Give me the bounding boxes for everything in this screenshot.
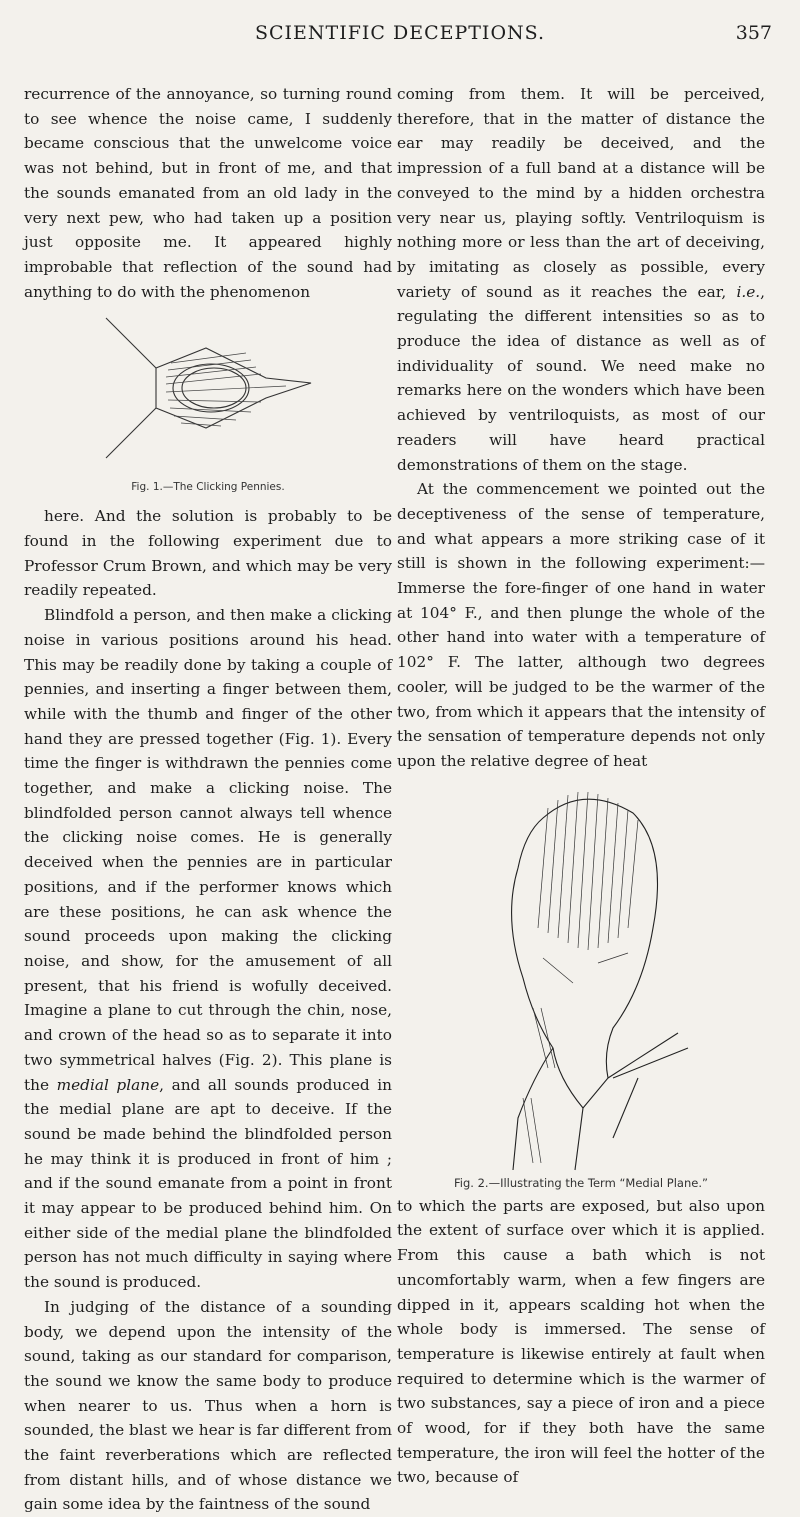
text-run: Blindfold a person, and then make a clicking noise in various positions around his head. This may be readily done by taking a couple of pennies, and inserting a finger between them, while with the thumb and finger of the other hand they are pressed together (Fig. 1). Every time the finger is withdrawn the pennies come together, and make a clicking noise. The blindfolded person cannot always tell whence the clicking noise comes. He is generally deceived when the pennies are in particular positions, and if the performer knows which are these positions, he can ask whence the sound proceeds upon making the clicking noise, and show, for the amusement of all present, that his friend is wofully deceived. Imagine a plane to cut through the chin, nose, and crown of the head so as to separate it into two symmetrical halves (Fig. 2). This plane is the	[24, 606, 392, 1094]
paragraph: At the commencement we pointed out the deceptiveness of the sense of temperature, and what appears a more striking case of it still is shown in the following experiment:—Immerse the fore-finger of one hand in water at 104° F., and then plunge the whole of the other hand into water with a temperature of 102° F. The latter, although two degrees cooler, will be judged to be the warmer of the two, from which it appears that the intensity of the sensation of temperature depends not only upon the relative degree of heat	[397, 480, 765, 770]
clicking-pennies-illustration	[96, 308, 326, 468]
text-run: coming from them. It will be perceived, therefore, that in the matter of distance the ear may readily be deceived, and the impression of a full band at a distance will be conveyed to the mind by a hidden orchestra very near us, playing softly. Ventriloquism is nothing more or less than the art of deceiving, by imitating as closely as possible, every variety of sound as it reaches the ear,	[397, 85, 765, 301]
figure-caption: Fig. 2.—Illustrating the Term “Medial Plane.”	[454, 1175, 708, 1190]
running-title: SCIENTIFIC DECEPTIONS.	[254, 22, 546, 44]
paragraph	[24, 603, 392, 1295]
text-run: , regulating the different intensities so as to produce the idea of distance as well as of individuality of sound. We need make no remarks here on the wonders which have been achieved by ventriloquists, as most of our readers will have heard practical demonstrations of them on the stage.	[397, 282, 765, 474]
paragraph: to which the parts are exposed, but also upon the extent of surface over which it is applied. From this cause a bath which is not uncomfortably warm, when a few fingers are dipped in it, appears scalding hot when the whole body is immersed. The sense of temperature is likewise entirely at fault when required to determine which is the warmer of two substances, say a piece of iron and a piece of wood, for if they both have the same temperature, the iron will feel the hotter of the two, because of	[397, 1196, 765, 1487]
text-run: , and all sounds produced in the medial plane are apt to deceive. If the sound be made behind the blindfolded person he may think it is produced in front of him ; and if the sound emanate from a point in front it may appear to be produced behind him. On either side of the medial plane the blindfolded person has not much difficulty in saying where the sound is produced.	[24, 1075, 392, 1292]
italic-term: i.e.	[736, 282, 761, 301]
medial-plane-illustration	[463, 778, 703, 1174]
italic-term: medial plane	[56, 1075, 160, 1094]
left-column	[24, 82, 392, 1517]
page-number: 357	[735, 22, 772, 44]
paragraph: In judging of the distance of a sounding body, we depend upon the intensity of the sound, taking as our standard for comparison, the sound we know the same body to produce when nearer to us. Thus when a horn is sounded, the blast we hear is far different from the faint reverberations which are reflected from distant hills, and of whose distance we gain some idea by the faintness of the sound	[24, 1297, 392, 1514]
right-column	[397, 82, 765, 1490]
paragraph	[397, 82, 765, 477]
paragraph: here. And the solution is probably to be found in the following experiment due to Professor Crum Brown, and which may be very readily repeated.	[24, 507, 392, 600]
figure-caption: Fig. 1.—The Clicking Pennies.	[131, 481, 285, 494]
figure-medial-plane	[397, 774, 765, 1194]
paragraph: recurrence of the annoyance, so turning round to see whence the noise came, I suddenly became conscious that the unwelcome voice was not behind, but in front of me, and that the sounds emanated from an old lady in the very next pew, who had taken up a position just opposite me. It appeared highly improbable that reflection of the sound had anything to do with the phenomenon	[24, 85, 392, 301]
page-header	[0, 0, 800, 60]
figure-clicking-pennies	[24, 304, 392, 504]
